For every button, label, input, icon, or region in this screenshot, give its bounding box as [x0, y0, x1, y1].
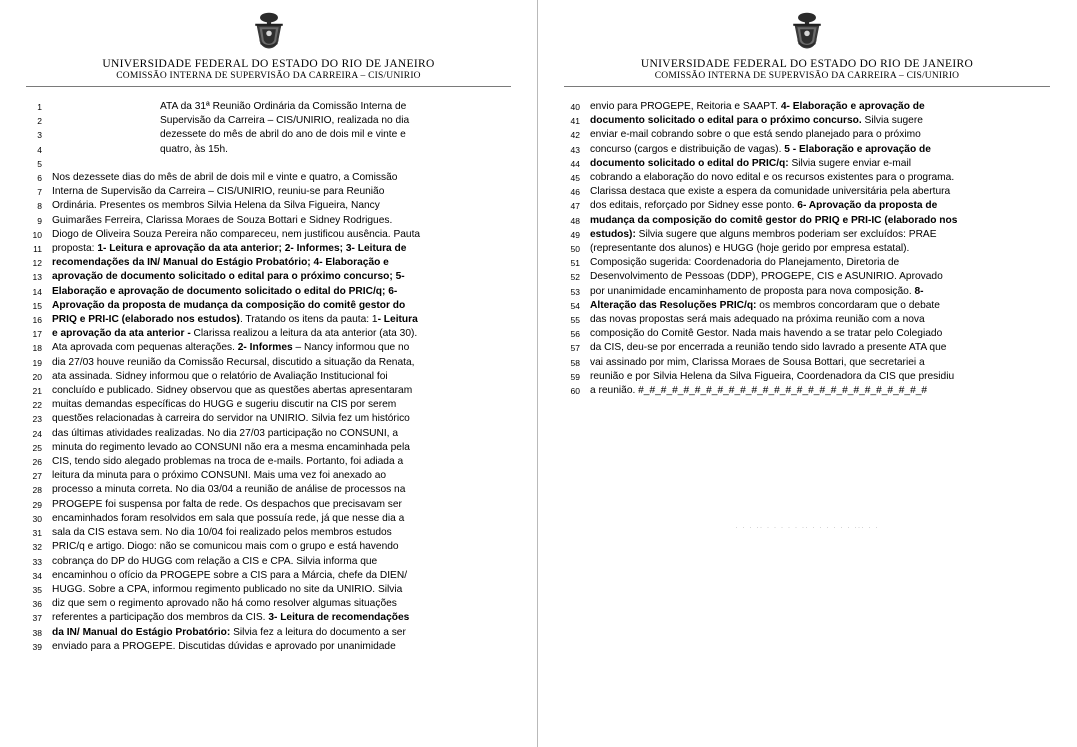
- document-line: [564, 114, 1050, 128]
- line-number: 54: [570, 300, 580, 311]
- line-text: estudos): Silvia sugere que alguns membros poderiam ser excluídos: PRAE: [590, 228, 937, 240]
- document-line: [26, 327, 511, 341]
- document-line: [26, 583, 511, 597]
- line-text: muitas demandas específicas do HUGG e sugeriu discutir na CIS por serem: [52, 399, 397, 411]
- document-line: [26, 441, 511, 455]
- document-line: [564, 285, 1050, 299]
- line-text: Ordinária. Presentes os membros Silvia Helena da Silva Figueira, Nancy: [52, 200, 380, 212]
- line-number: 57: [570, 343, 580, 354]
- line-number: 27: [32, 471, 42, 482]
- line-number: 18: [32, 343, 42, 354]
- document-line: [26, 555, 511, 569]
- line-text: processo a minuta correta. No dia 03/04 a reunião de análise de processos na: [52, 484, 406, 496]
- line-text: concurso (cargos e distribuição de vagas). 5 - Elaboração e aprovação de: [590, 143, 931, 155]
- document-line: [26, 313, 511, 327]
- header-divider: [26, 86, 511, 87]
- document-line: [26, 526, 511, 540]
- document-line: [564, 327, 1050, 341]
- document-line: [26, 228, 511, 242]
- document-line: [26, 157, 511, 171]
- document-body-left: [26, 100, 511, 654]
- line-number: 34: [32, 570, 42, 581]
- line-text: encaminhados foram resolvidos em sala que possuía rede, já que nesse dia a: [52, 512, 405, 524]
- commission-name: COMISSÃO INTERNA DE SUPERVISÃO DA CARREIRA – CIS/UNIRIO: [654, 71, 960, 81]
- line-text: aprovação de documento solicitado o edital para o próximo concurso; 5-: [52, 271, 405, 283]
- document-line: [26, 214, 511, 228]
- document-line: [564, 341, 1050, 355]
- document-line: [26, 597, 511, 611]
- line-number: 33: [32, 556, 42, 567]
- line-number: 20: [32, 371, 42, 382]
- line-number: 8: [37, 201, 42, 212]
- line-text: da IN/ Manual do Estágio Probatório: Silvia fez a leitura do documento a ser: [52, 626, 406, 638]
- line-number: 39: [32, 641, 42, 652]
- document-line: [26, 199, 511, 213]
- line-text: Desenvolvimento de Pessoas (DDP), PROGEPE, CIS e ASUNIRIO. Aprovado: [590, 271, 943, 283]
- line-number: 11: [33, 244, 42, 255]
- document-line: [26, 398, 511, 412]
- commission-name: COMISSÃO INTERNA DE SUPERVISÃO DA CARREIRA – CIS/UNIRIO: [116, 71, 421, 81]
- line-number: 45: [570, 173, 580, 184]
- document-line: [564, 370, 1050, 384]
- line-number: 4: [37, 144, 42, 155]
- line-text: diz que sem o regimento aprovado não há como resolver algumas situações: [52, 598, 397, 610]
- document-line: [26, 626, 511, 640]
- document-line: [564, 270, 1050, 284]
- line-text: cobrando a elaboração do novo edital e os recursos existentes para o programa.: [590, 172, 955, 184]
- line-number: 3: [37, 130, 42, 141]
- document-line: [564, 185, 1050, 199]
- line-text: Composição sugerida: Coordenadoria do Planejamento, Diretoria de: [590, 257, 900, 269]
- document-line: [564, 228, 1050, 242]
- line-number: 9: [37, 215, 42, 226]
- line-text: Alteração das Resoluções PRIC/q: os membros concordaram que o debate: [590, 299, 940, 311]
- line-number: 36: [32, 599, 42, 610]
- unirio-crest-icon: [785, 10, 829, 54]
- line-number: 47: [570, 201, 580, 212]
- line-number: 2: [37, 116, 42, 127]
- line-number: 21: [32, 386, 42, 397]
- line-text: Interna de Supervisão da Carreira – CIS/UNIRIO, reuniu-se para Reunião: [52, 186, 385, 198]
- line-number: 50: [570, 244, 580, 255]
- document-line: [564, 157, 1050, 171]
- line-text: (representante dos alunos) e HUGG (hoje gerido por empresa estatal).: [590, 243, 910, 255]
- line-text: reunião e por Silvia Helena da Silva Figueira, Coordenadora da CIS que presidiu: [590, 370, 955, 382]
- document-line: [564, 143, 1050, 157]
- line-number: 40: [570, 102, 580, 112]
- line-text: documento solicitado o edital do PRIC/q: Silvia sugere enviar e-mail: [590, 157, 911, 169]
- line-text: questões relacionadas à carreira do servidor na UNIRIO. Silvia fez um histórico: [52, 413, 410, 425]
- document-line: [564, 256, 1050, 270]
- line-text: Clarissa destaca que existe a espera da comunidade universitária pela abertura: [590, 186, 951, 198]
- line-number: 49: [570, 229, 580, 240]
- document-line: [26, 469, 511, 483]
- line-text: mudança da composição do comitê gestor do PRIQ e PRI-IC (elaborado nos: [590, 214, 958, 226]
- line-text: ATA da 31ª Reunião Ordinária da Comissão Interna de: [160, 101, 407, 112]
- unirio-crest-icon: [247, 10, 291, 54]
- line-number: 7: [37, 187, 42, 198]
- line-number: 19: [32, 357, 42, 368]
- document-line: [26, 114, 511, 128]
- line-text: dos editais, reforçado por Sidney esse ponto. 6- Aprovação da proposta de: [590, 200, 938, 212]
- line-number: 25: [32, 442, 42, 453]
- document-line: [564, 100, 1050, 114]
- document-line: [26, 483, 511, 497]
- line-number: 51: [570, 258, 580, 269]
- document-line: [564, 356, 1050, 370]
- line-text: minuta do regimento levado ao CONSUNI não era a mesma encaminhada pela: [52, 441, 410, 453]
- line-text: envio para PROGEPE, Reitoria e SAAPT. 4- Elaboração e aprovação de: [590, 101, 925, 112]
- line-text: PRIQ e PRI-IC (elaborado nos estudos). Tratando os itens da pauta: 1- Leitura: [52, 314, 418, 326]
- line-text: Guimarães Ferreira, Clarissa Moraes de Souza Bottari e Sidney Rodrigues.: [52, 214, 393, 226]
- line-text: leitura da minuta para o próximo CONSUNI. Mais uma vez foi anexado ao: [52, 470, 387, 482]
- document-line: [26, 100, 511, 114]
- line-text: quatro, às 15h.: [160, 143, 228, 155]
- line-text: vai assinado por mim, Clarissa Moraes de Sousa Bottari, que secretariei a: [590, 356, 925, 368]
- document-body-right: [564, 100, 1050, 398]
- line-text: HUGG. Sobre a CPA, informou regimento publicado no site da UNIRIO. Silvia: [52, 583, 403, 595]
- line-number: 14: [32, 286, 42, 297]
- line-text: recomendações da IN/ Manual do Estágio Probatório; 4- Elaboração e: [52, 257, 389, 269]
- line-number: 35: [32, 584, 42, 595]
- line-text: referentes a participação dos membros da CIS. 3- Leitura de recomendações: [52, 612, 410, 624]
- document-page-left: [0, 0, 538, 747]
- line-text: Ata aprovada com pequenas alterações. 2- Informes – Nancy informou que no: [52, 342, 410, 354]
- line-number: 30: [32, 513, 42, 524]
- document-line: [26, 540, 511, 554]
- document-line: [26, 242, 511, 256]
- line-text: proposta: 1- Leitura e aprovação da ata anterior; 2- Informes; 3- Leitura de: [52, 243, 407, 255]
- line-number: 43: [570, 144, 580, 155]
- line-text: a reunião. #_#_#_#_#_#_#_#_#_#_#_#_#_#_#_#_#_#_#_#_#_#_#_#_#_#: [590, 385, 928, 397]
- line-number: 24: [32, 428, 42, 439]
- line-text: concluído e publicado. Sidney observou que as questões abertas apresentaram: [52, 385, 413, 397]
- line-text: enviado para a PROGEPE. Discutidas dúvidas e aprovado por unanimidade: [52, 640, 396, 652]
- line-number: 15: [32, 300, 42, 311]
- document-line: [26, 143, 511, 157]
- page-header-right: [564, 10, 1050, 87]
- document-line: [26, 412, 511, 426]
- document-line: [26, 455, 511, 469]
- line-number: 38: [32, 627, 42, 638]
- line-number: 46: [570, 187, 580, 198]
- line-number: 60: [570, 386, 580, 397]
- line-text: Elaboração e aprovação de documento solicitado o edital do PRIC/q; 6-: [52, 285, 398, 297]
- line-number: 59: [570, 371, 580, 382]
- page-header-left: [26, 10, 511, 87]
- document-line: [26, 384, 511, 398]
- line-text: enviar e-mail cobrando sobre o que está sendo planejado para o próximo: [590, 129, 921, 141]
- line-text: dia 27/03 houve reunião da Comissão Recursal, discutido a situação da Renata,: [52, 356, 415, 368]
- line-text: e aprovação da ata anterior - Clarissa realizou a leitura da ata anterior (ata 30).: [52, 328, 418, 340]
- university-name: UNIVERSIDADE FEDERAL DO ESTADO DO RIO DE JANEIRO: [640, 58, 974, 70]
- line-number: 58: [570, 357, 580, 368]
- line-number: 5: [37, 158, 42, 169]
- line-number: 28: [32, 485, 42, 496]
- document-line: [26, 256, 511, 270]
- line-number: 1: [37, 102, 42, 112]
- document-line: [564, 299, 1050, 313]
- line-number: 13: [32, 272, 42, 283]
- line-number: 55: [570, 315, 580, 326]
- line-text: Diogo de Oliveira Souza Pereira não compareceu, nem justificou ausência. Pauta: [52, 228, 421, 240]
- document-line: [26, 498, 511, 512]
- document-line: [26, 512, 511, 526]
- document-line: [564, 214, 1050, 228]
- line-number: 17: [32, 329, 42, 340]
- document-line: [26, 299, 511, 313]
- document-line: [564, 242, 1050, 256]
- line-text: das novas propostas será mais adequado na próxima reunião com a nova: [590, 314, 925, 326]
- document-line: [26, 611, 511, 625]
- document-line: [26, 356, 511, 370]
- scan-artifact: [564, 520, 1050, 546]
- line-number: 42: [570, 130, 580, 141]
- document-line: [26, 128, 511, 142]
- line-text: documento solicitado o edital para o próximo concurso. Silvia sugere: [590, 115, 923, 127]
- line-number: 12: [32, 258, 42, 269]
- line-text: CIS, tendo sido alegado problemas na troca de e-mails. Portanto, foi adiada a: [52, 456, 404, 468]
- line-number: 10: [32, 229, 42, 240]
- line-number: 16: [32, 315, 42, 326]
- line-number: 48: [570, 215, 580, 226]
- line-text: sala da CIS estava sem. No dia 10/04 foi realizado pelos membros estudos: [52, 527, 392, 539]
- header-divider: [564, 86, 1050, 87]
- line-number: 22: [32, 400, 42, 411]
- document-line: [26, 285, 511, 299]
- numbered-lines-right: [564, 100, 1050, 398]
- line-text: da CIS, deu-se por encerrada a reunião tendo sido lavrado a presente ATA que: [590, 342, 947, 354]
- document-line: [26, 370, 511, 384]
- line-number: 37: [32, 613, 42, 624]
- line-number: 23: [32, 414, 42, 425]
- line-text: PROGEPE foi suspensa por falta de rede. Os despachos que precisavam ser: [52, 498, 402, 510]
- document-line: [26, 185, 511, 199]
- document-line: [26, 569, 511, 583]
- line-number: 32: [32, 542, 42, 553]
- document-line: [564, 171, 1050, 185]
- document-line: [26, 427, 511, 441]
- document-line: [564, 384, 1050, 398]
- document-line: [26, 341, 511, 355]
- line-text: PRIC/q e artigo. Diogo: não se comunicou mais com o grupo e está havendo: [52, 541, 399, 553]
- document-line: [26, 270, 511, 284]
- line-number: 26: [32, 457, 42, 468]
- university-name: UNIVERSIDADE FEDERAL DO ESTADO DO RIO DE JANEIRO: [102, 58, 435, 70]
- document-line: [564, 199, 1050, 213]
- line-text: Aprovação da proposta de mudança da composição do comitê gestor do: [52, 299, 406, 311]
- document-line: [26, 640, 511, 654]
- document-line: [564, 128, 1050, 142]
- line-number: 53: [570, 286, 580, 297]
- line-number: 52: [570, 272, 580, 283]
- line-number: 56: [570, 329, 580, 340]
- line-text: Nos dezessete dias do mês de abril de dois mil e vinte e quatro, a Comissão: [52, 172, 398, 184]
- line-text: das últimas atividades realizadas. No dia 27/03 participação no CONSUNI, a: [52, 427, 398, 439]
- line-number: 29: [32, 499, 42, 510]
- numbered-lines-left: [26, 100, 511, 654]
- document-line: [26, 171, 511, 185]
- line-text: dezessete do mês de abril do ano de dois mil e vinte e: [160, 129, 406, 141]
- line-text: Supervisão da Carreira – CIS/UNIRIO, realizada no dia: [160, 115, 410, 127]
- line-text: ata assinada. Sidney informou que o relatório de Avaliação Institucional foi: [52, 370, 388, 382]
- line-number: 44: [570, 158, 580, 169]
- line-text: por unanimidade encaminhamento de proposta para nova composição. 8-: [590, 285, 924, 297]
- line-text: composição do Comitê Gestor. Nada mais havendo a se tratar pelo Colegiado: [590, 328, 943, 340]
- line-text: encaminhou o ofício da PROGEPE sobre a CIS para a Márcia, chefe da DIEN/: [52, 569, 408, 581]
- line-number: 31: [32, 528, 42, 539]
- scan-artifact-text: . . . .. . . . . . .. . . . . . . ... . .: [735, 520, 879, 530]
- line-number: 41: [570, 116, 580, 127]
- document-page-right: [538, 0, 1076, 747]
- document-line: [564, 313, 1050, 327]
- line-text: cobrança do DP do HUGG com relação a CIS e CPA. Silvia informa que: [52, 555, 378, 567]
- line-number: 6: [37, 173, 42, 184]
